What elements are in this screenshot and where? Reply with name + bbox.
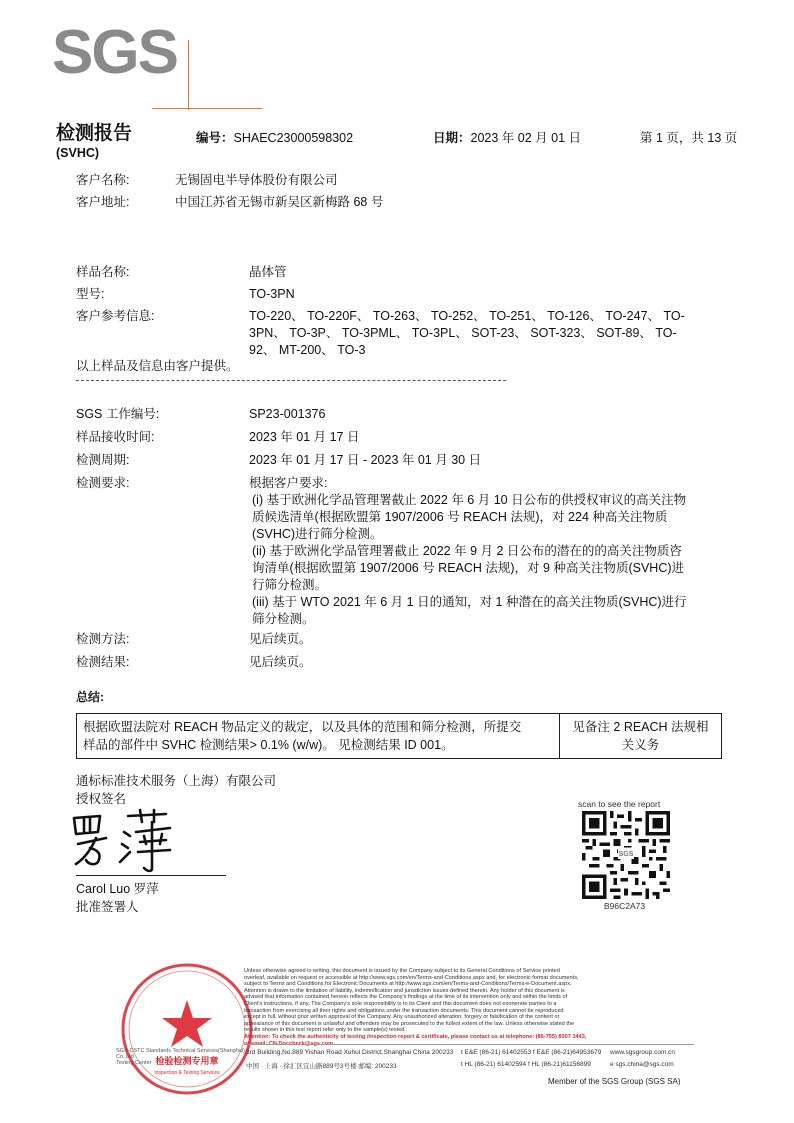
- sgs-member-text: Member of the SGS Group (SGS SA): [548, 1077, 681, 1086]
- summary-line: 见备注 2 REACH 法规相: [572, 720, 709, 734]
- sample-model-label: 型号:: [76, 287, 105, 301]
- qr-code-id: B96C2A73: [604, 901, 646, 911]
- disclaimer-line: or email: CN.Doccheck@sgs.com: [244, 1040, 334, 1047]
- test-request: [249, 475, 729, 628]
- signatory-role: 批准签署人: [76, 900, 139, 914]
- request-line: 筛分检测。: [252, 612, 315, 626]
- qr-code[interactable]: [582, 811, 670, 899]
- disclaimer-line: overleaf, available on request or accessible at http://www.sgs.com/en/Terms-and-Conditions.aspx and, for electronic format documents,: [244, 974, 579, 981]
- customer-ref-info: [249, 308, 729, 359]
- receive-date-label: 样品接收时间:: [76, 430, 155, 444]
- seal-star-icon: [162, 1000, 212, 1047]
- report-number-label: 编号：: [196, 131, 234, 145]
- summary-line: 根据欧盟法院对 REACH 物品定义的裁定，以及具体的范围和筛分检测，所提交: [83, 720, 522, 734]
- disclaimer-line: Attention is drawn to the limitation of liability, indemnification and jurisdiction issues defined therein. Any holder of this document is: [244, 987, 565, 994]
- phone-ee: t E&E (86-21) 61402553 f E&E (86-21)64953679: [461, 1049, 602, 1056]
- signature-line: [76, 875, 226, 876]
- request-line: (SVHC)进行筛分检测。: [252, 527, 383, 541]
- disclaimer-line: appearance of this document is unlawful and offenders may be prosecuted to the fullest extent of the law. Unless otherwise stated the: [244, 1020, 575, 1027]
- sample-name-label: 样品名称:: [76, 265, 130, 279]
- website-link[interactable]: www.sgsgroup.com.cn: [610, 1049, 676, 1056]
- qr-center-text: SGS: [618, 851, 634, 859]
- test-method-label: 检测方法:: [76, 632, 130, 646]
- disclaimer-line: advised that information contained hereon reflects the Company's findings at the time of its intervention only and within the limits of: [244, 994, 568, 1001]
- report-date: [433, 128, 581, 146]
- request-item-iii: [249, 594, 729, 628]
- disclaimer-line: Unless otherwise agreed in writing, this document is issued by the Company subject to its General Conditions of Service printed: [244, 968, 560, 974]
- request-intro: 根据客户要求:: [249, 476, 328, 490]
- address-cn: 中国 · 上海 · 徐汇区宜山路889号3号楼 邮编: 200233: [246, 1063, 397, 1070]
- disclaimer-line: Attention: To check the authenticity of testing /inspection report & certificate, please contact us at telephone: (86-755) 8307 1443,: [244, 1033, 587, 1040]
- sample-note: 以上样品及信息由客户提供。: [76, 359, 239, 373]
- report-title: 检测报告: [56, 123, 133, 144]
- report-subtitle: (SVHC): [56, 146, 100, 160]
- signatory-name: Carol Luo 罗萍: [76, 882, 159, 896]
- report-date-label: 日期：: [433, 131, 471, 145]
- sgs-logo: [52, 18, 202, 94]
- page-indicator: 第 1 页，共 13 页: [640, 131, 738, 145]
- report-number-value: SHAEC23000598302: [233, 131, 354, 145]
- dashed-divider: [76, 380, 506, 381]
- test-result: 见后续页。: [249, 655, 312, 669]
- signatory-company: 通标标准技术服务（上海）有限公司: [76, 774, 277, 788]
- sample-model: TO-3PN: [249, 287, 295, 301]
- summary-line: 样品的部件中 SVHC 检测结果> 0.1% (w/w)。 见检测结果 ID 001。: [83, 738, 454, 752]
- customer-ref-line: 92、 MT-200、 TO-3: [249, 343, 366, 357]
- summary-remark: [560, 714, 722, 759]
- sample-name: 晶体管: [249, 265, 287, 279]
- disclaimer-line: results shown in this test report refer only to the sample(s) tested .: [244, 1027, 408, 1034]
- summary-line: 关义务: [621, 738, 660, 752]
- request-line: 质候选清单(根据欧盟第 1907/2006 号 REACH 法规)，对 224 种高关注物质: [252, 510, 668, 524]
- customer-ref-line: TO-220、 TO-220F、 TO-263、 TO-252、 TO-251、 TO-126、 TO-247、 TO-: [249, 309, 685, 323]
- job-number: SP23-001376: [249, 407, 326, 421]
- report-date-value: 2023 年 02 月 01 日: [470, 131, 581, 145]
- job-number-label: SGS 工作编号:: [76, 407, 160, 421]
- request-line: (i) 基于欧洲化学品管理署截止 2022 年 6 月 10 日公布的供授权审议的高关注物: [252, 493, 687, 507]
- phone-hl: t HL (86-21) 61402594 f HL (86-21)61156899: [461, 1061, 591, 1068]
- customer-address: 中国江苏省无锡市新吴区新梅路 68 号: [175, 195, 384, 209]
- seal-en-text: Inspection & Testing Services: [154, 1070, 220, 1076]
- qr-caption: scan to see the report: [578, 799, 661, 809]
- seal-caption-line: Testing Center: [116, 1060, 152, 1066]
- authorized-signature-label: 授权签名: [76, 792, 127, 806]
- seal-caption: [116, 1048, 252, 1066]
- summary-row: [77, 714, 722, 759]
- customer-address-label: 客户地址:: [76, 195, 130, 209]
- logo-accent-line: [152, 108, 262, 109]
- test-result-label: 检测结果:: [76, 655, 130, 669]
- report-number: [196, 128, 353, 146]
- test-method: 见后续页。: [249, 632, 312, 646]
- address-en: 3rd Building,No.889 Yishan Road Xuhui District,Shanghai China 200233: [246, 1049, 454, 1056]
- customer-name-label: 客户名称:: [76, 173, 130, 187]
- footer-divider: [244, 1044, 694, 1045]
- company-seal: [118, 960, 256, 1098]
- seal-center-text: 检验检测专用章: [155, 1057, 219, 1067]
- seal-caption-line: SGS-CSTC Standards Technical Services(Shanghai) Co.,Ltd: [116, 1048, 245, 1060]
- disclaimer-line: Client's instructions, if any. The Company's sole responsibility is to its Client and this document does not exonerate parties to a: [244, 1000, 557, 1007]
- summary-title: 总结:: [76, 690, 104, 704]
- email-link[interactable]: e sgs.china@sgs.com: [610, 1061, 674, 1068]
- request-line: 行筛分检测。: [252, 578, 328, 592]
- logo-accent-line: [188, 40, 189, 110]
- summary-conclusion: [77, 714, 560, 759]
- receive-date: 2023 年 01 月 17 日: [249, 430, 360, 444]
- request-line: 询清单(根据欧盟第 1907/2006 号 REACH 法规)，对 9 种高关注物质(SVHC)进: [252, 561, 685, 575]
- request-item-ii: [249, 543, 729, 594]
- request-item-i: [249, 492, 729, 543]
- request-line: (ii) 基于欧洲化学品管理署截止 2022 年 9 月 2 日公布的潜在的的高关注物质咨: [252, 544, 682, 558]
- test-request-label: 检测要求:: [76, 476, 130, 490]
- disclaimer-line: except in full, without prior written approval of the Company. Any unauthorized alteration, forgery or falsification of the content or: [244, 1014, 560, 1021]
- customer-ref-label: 客户参考信息:: [76, 309, 155, 323]
- test-period-label: 检测周期:: [76, 453, 130, 467]
- sgs-logo-text: SGS: [52, 18, 177, 87]
- disclaimer-line: subject to Terms and Conditions for Electronic Documents at http://www.sgs.com/en/Terms-and-Conditions/Terms-e-Document.aspx.: [244, 981, 572, 988]
- request-line: (iii) 基于 WTO 2021 年 6 月 1 日的通知，对 1 种潜在的高关注物质(SVHC)进行: [252, 595, 687, 609]
- customer-ref-line: 3PN、 TO-3P、 TO-3PML、 TO-3PL、 SOT-23、 SOT-323、 SOT-89、 TO-: [249, 326, 677, 340]
- customer-name: 无锡固电半导体股份有限公司: [175, 173, 338, 187]
- disclaimer-line: transaction from exercising all their rights and obligations under the transaction documents. This document cannot be reproduced: [244, 1007, 564, 1014]
- summary-table: [76, 713, 722, 759]
- handwritten-signature: [70, 808, 190, 876]
- test-period: 2023 年 01 月 17 日 - 2023 年 01 月 30 日: [249, 453, 482, 467]
- legal-disclaimer: [244, 968, 694, 1047]
